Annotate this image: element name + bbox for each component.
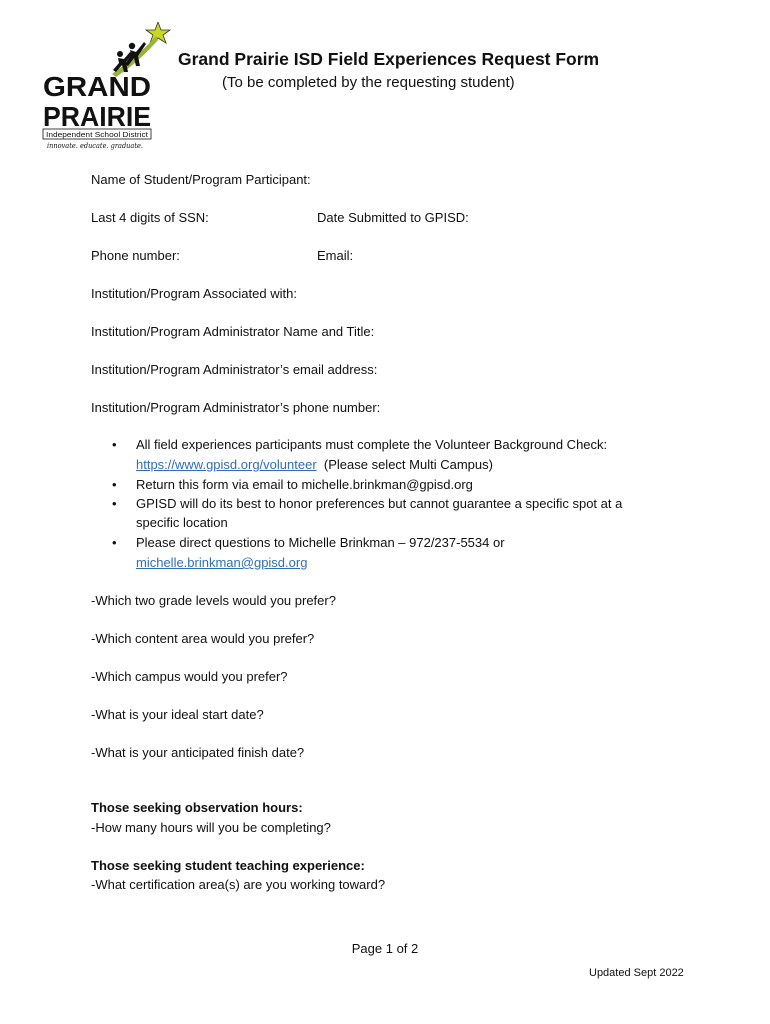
updated-date: Updated Sept 2022 xyxy=(589,967,684,979)
question-campus: -Which campus would you prefer? xyxy=(91,669,288,684)
contact-email-link[interactable]: michelle.brinkman@gpisd.org xyxy=(136,555,308,570)
logo-tagline: innovate. educate. graduate. xyxy=(47,142,143,150)
bullet-icon: • xyxy=(112,496,117,511)
bullet-1-text: All field experiences participants must complete the Volunteer Background Check: xyxy=(136,437,608,452)
bullet-1-line2 xyxy=(136,457,493,472)
field-institution-label: Institution/Program Associated with: xyxy=(91,286,297,301)
field-name-label: Name of Student/Program Participant: xyxy=(91,172,311,187)
field-admin-email-label: Institution/Program Administrator’s email address: xyxy=(91,362,378,377)
field-email-label: Email: xyxy=(317,248,354,263)
field-date-submitted-label: Date Submitted to GPISD: xyxy=(317,210,469,225)
question-finish-date: -What is your anticipated finish date? xyxy=(91,745,305,760)
gpisd-logo xyxy=(40,22,175,150)
logo-name-line2: PRAIRIE xyxy=(43,101,151,132)
bullet-3-line2: specific location xyxy=(136,515,228,530)
logo-subline: Independent School District xyxy=(46,132,149,139)
bullet-1-note: (Please select Multi Campus) xyxy=(323,457,493,472)
teaching-heading: Those seeking student teaching experience: xyxy=(91,858,365,873)
bullet-2-text: Return this form via email to michelle.brinkman@gpisd.org xyxy=(136,477,473,492)
teaching-question: -What certification area(s) are you working toward? xyxy=(91,877,386,892)
field-ssn-label: Last 4 digits of SSN: xyxy=(91,210,209,225)
field-phone-label: Phone number: xyxy=(91,248,180,263)
volunteer-link[interactable]: https://www.gpisd.org/volunteer xyxy=(136,457,317,472)
page-title: Grand Prairie ISD Field Experiences Request Form xyxy=(178,49,600,69)
bullet-4-text: Please direct questions to Michelle Brinkman – 972/237-5534 or xyxy=(136,535,505,550)
star-icon xyxy=(146,22,170,43)
bullet-icon: • xyxy=(112,477,117,492)
question-content-area: -Which content area would you prefer? xyxy=(91,631,315,646)
question-start-date: -What is your ideal start date? xyxy=(91,707,264,722)
bullet-icon: • xyxy=(112,437,117,452)
logo-name-line1: GRAND xyxy=(43,71,151,102)
question-grade-levels: -Which two grade levels would you prefer? xyxy=(91,593,336,608)
page-number: Page 1 of 2 xyxy=(351,941,419,956)
bullet-icon: • xyxy=(112,535,117,550)
field-admin-name-label: Institution/Program Administrator Name and Title: xyxy=(91,324,375,339)
field-admin-phone-label: Institution/Program Administrator’s phone number: xyxy=(91,400,381,415)
observation-heading: Those seeking observation hours: xyxy=(91,800,303,815)
bullet-3-text: GPISD will do its best to honor preferences but cannot guarantee a specific spot at a xyxy=(136,496,623,511)
observation-question: -How many hours will you be completing? xyxy=(91,820,331,835)
page-subtitle: (To be completed by the requesting student) xyxy=(222,74,515,91)
